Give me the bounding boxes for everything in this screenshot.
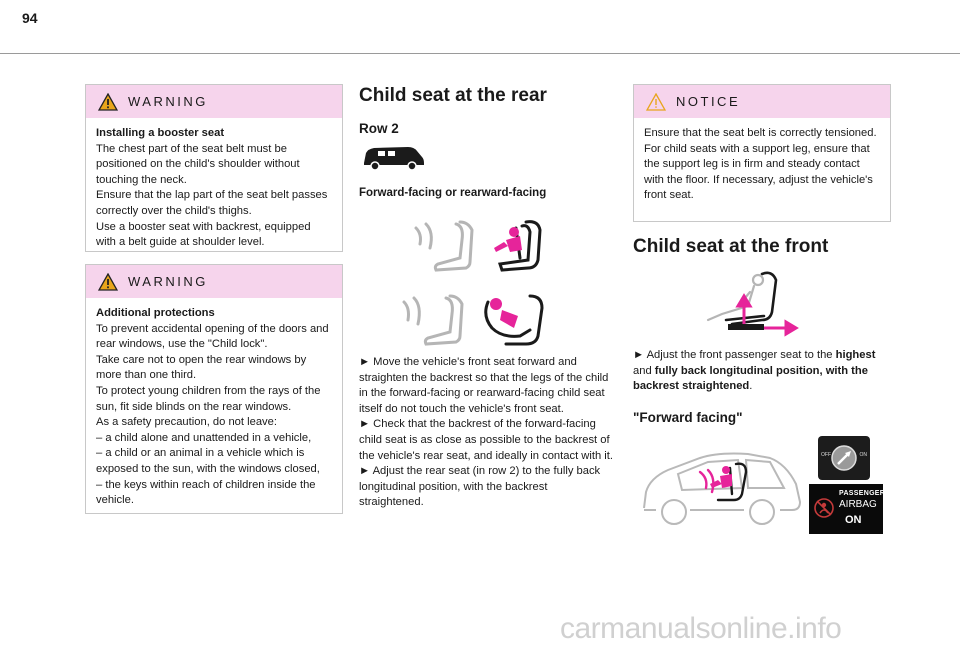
- front-instruction: [633, 348, 889, 395]
- airbag-off-icon: [813, 497, 835, 519]
- step-text: and: [633, 364, 655, 377]
- forward-facing-child-seat-icon: [408, 218, 550, 274]
- front-heading: Child seat at the front: [633, 236, 829, 257]
- warning-line: Take care not to open the rear windows by more than one third.: [96, 353, 307, 382]
- warning-line: As a safety precaution, do not leave:: [96, 416, 277, 429]
- switch-on-label: ON: [859, 452, 867, 458]
- airbag-label-airbag: AIRBAG: [839, 499, 877, 510]
- notice-text: [634, 118, 890, 212]
- step-text: .: [749, 380, 753, 393]
- passenger-airbag-indicator: [809, 484, 886, 534]
- car-front-child-seat-icon: [638, 448, 806, 530]
- page-number: 94: [22, 10, 38, 26]
- rear-heading: Child seat at the rear: [359, 85, 547, 106]
- airbag-state: ON: [845, 514, 862, 526]
- notice-line: For child seats with a support leg, ensure that the support leg is in firm and steady contact with the floor. If necessary, adjust the vehicle's front seat.: [644, 142, 873, 202]
- warning-line: Ensure that the lap part of the seat belt passes correctly over the child's thighs.: [96, 189, 328, 217]
- notice-line: Ensure that the seat belt is correctly tensioned.: [644, 127, 877, 139]
- warning-line: To prevent accidental opening of the doors and rear windows, use the "Child lock".: [96, 322, 329, 351]
- switch-off-label: OFF: [821, 452, 831, 458]
- header-rule: [0, 53, 960, 54]
- warning-line: Use a booster seat with backrest, equipped with a belt guide at shoulder level.: [96, 220, 311, 249]
- warning-line: To protect young children from the rays of the sun, fit side blinds on the rear windows.: [96, 384, 321, 413]
- warning-line: Additional protections: [96, 307, 215, 319]
- step-bold: highest: [835, 349, 876, 361]
- warning-title: WARNING: [128, 94, 208, 109]
- rearward-facing-child-seat-icon: [396, 290, 548, 350]
- warning-line: – the keys within reach of children inside the vehicle.: [96, 478, 316, 507]
- warning-box-protections: [85, 264, 343, 514]
- warning-header: [86, 85, 342, 118]
- warning-text: [86, 118, 342, 259]
- van-row2-icon: [360, 145, 426, 171]
- instruction-step: [633, 348, 889, 395]
- airbag-key-switch: [818, 436, 870, 480]
- key-slot-icon: [830, 444, 858, 472]
- footer-watermark: carmanualsonline.info: [560, 612, 842, 645]
- instruction-step: ► Adjust the rear seat (in row 2) to the fully back longitudinal position, with the backrest straightened.: [359, 465, 601, 509]
- instruction-step: ► Move the vehicle's front seat forward and straighten the backrest so that the legs of the child in the forward-facing or rearward-facing child seat itself do not touch the vehicle's front seat.: [359, 356, 609, 415]
- warning-line: – a child or an animal in a vehicle which is exposed to the sun, with the windows closed,: [96, 447, 320, 475]
- warning-box-booster: [85, 84, 343, 252]
- notice-header: [634, 85, 890, 118]
- warning-line: – a child alone and unattended in a vehicle,: [96, 431, 312, 444]
- front-seat-adjust-icon: [702, 268, 800, 340]
- notice-icon: [646, 93, 666, 111]
- warning-text: [86, 298, 342, 517]
- warning-header: [86, 265, 342, 298]
- notice-box: [633, 84, 891, 222]
- step-bold: fully back longitudinal position, with the backrest straightened: [633, 364, 868, 393]
- warning-title: WARNING: [128, 274, 208, 289]
- instruction-step: ► Check that the backrest of the forward-facing child seat is as close as possible to the backrest of the vehicle's rear seat, and ideally in contact with it.: [359, 418, 613, 462]
- warning-line: The chest part of the seat belt must be positioned on the child's shoulder without touching the neck.: [96, 142, 300, 186]
- airbag-label-passenger: PASSENGER: [839, 490, 886, 497]
- facing-subheading: Forward-facing or rearward-facing: [359, 187, 547, 199]
- forward-facing-heading: "Forward facing": [633, 410, 743, 425]
- row-label: Row 2: [359, 121, 399, 136]
- notice-title: NOTICE: [676, 94, 741, 109]
- warning-line: Installing a booster seat: [96, 127, 225, 139]
- warning-icon: [98, 93, 118, 111]
- step-text: ► Adjust the front passenger seat to the: [633, 349, 836, 361]
- warning-icon: [98, 273, 118, 291]
- rear-instructions: [359, 355, 615, 511]
